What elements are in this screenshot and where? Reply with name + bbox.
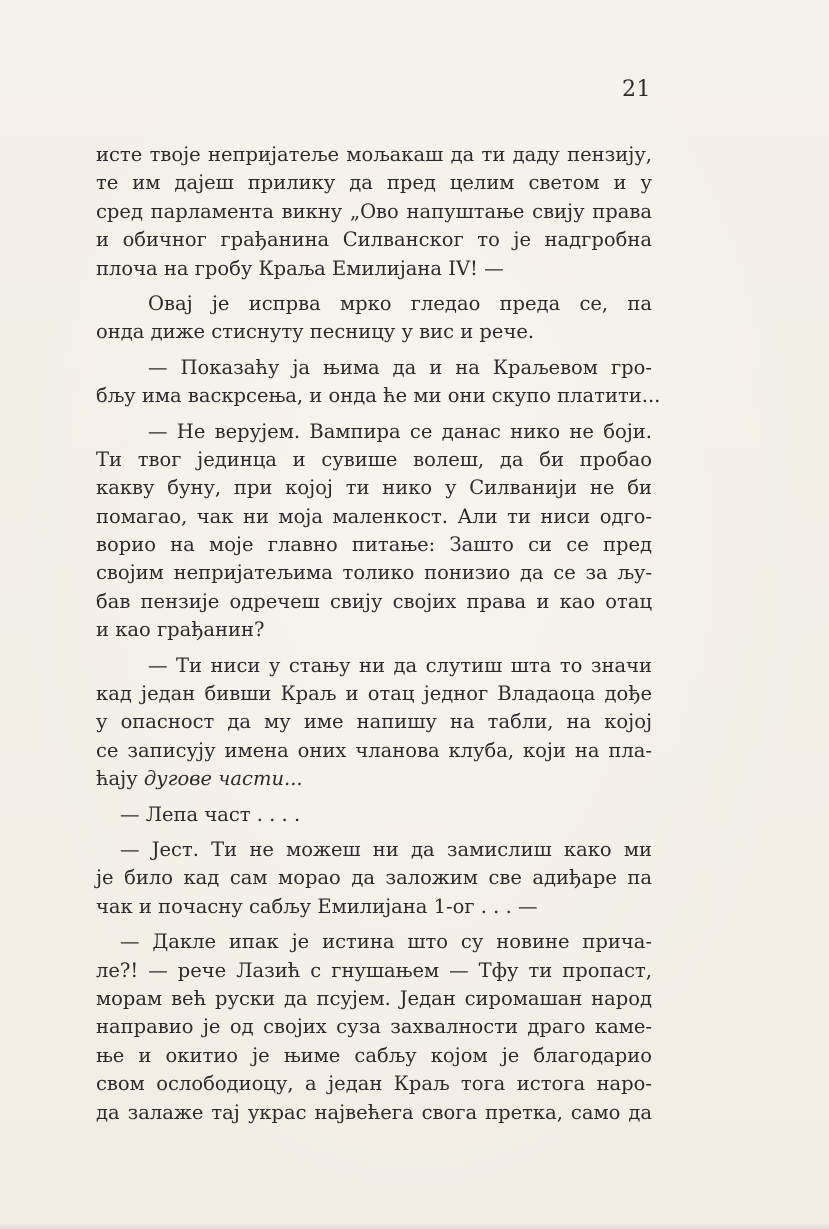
paragraph xyxy=(96,836,652,921)
text-line: ле?! — рече Лазић с гнушањем — Тфу ти пропаст, xyxy=(96,958,652,982)
text-line: — Јест. Ти не можеш ни да замислиш како ми xyxy=(120,837,652,861)
text-line: бљу има васкрсења, и онда ће ми они скупо платити... xyxy=(96,384,661,408)
text-line: својим непријатељима толико понизио да се за љу- xyxy=(96,561,652,585)
text-line: Овај је испрва мрко гледао преда се, па xyxy=(148,291,652,315)
text-line: какву буну, при којој ти нико у Силванији не би xyxy=(96,476,652,500)
paragraph xyxy=(96,652,652,794)
paragraph xyxy=(96,290,652,347)
text-line: — Не верујем. Вампира се данас нико не боји. xyxy=(148,419,652,443)
text-line: — Показаћу ја њима да и на Краљевом гро- xyxy=(148,355,652,379)
text-line: ње и окитио је њиме сабљу којом је благодарио xyxy=(96,1043,652,1067)
text-line: бав пензије одречеш свију својих права и као отац xyxy=(96,589,652,613)
italic-phrase: дугове части... xyxy=(143,767,303,791)
text-line: се записују имена оних чланова клуба, који на пла- xyxy=(96,738,652,762)
text-line xyxy=(96,765,652,793)
paragraph xyxy=(96,141,652,283)
text-line: је било кад сам морао да заложим све адиђаре па xyxy=(96,866,652,890)
paragraph xyxy=(96,418,652,645)
text-line: — Дакле ипак је истина што су новине прича- xyxy=(120,930,652,954)
text-line: плоча на гробу Краља Емилијана IV! — xyxy=(96,256,504,280)
text-line: — Лепа част . . . . xyxy=(120,802,301,826)
text-line: направио је од својих суза захвалности драго каме- xyxy=(96,1015,652,1039)
text-line: помагао, чак ни моја маленкост. Али ти ниси одго- xyxy=(96,504,652,528)
paragraph xyxy=(96,801,652,829)
text-line: Ти твог јединца и сувише волеш, да би пробао xyxy=(96,447,652,471)
text-line: свом ослободиоцу, а један Краљ тога истога наро- xyxy=(96,1072,652,1096)
text-line: и обичног грађанина Силванског то је надгробна xyxy=(96,228,652,252)
text-line: кад један бивши Краљ и отац једног Владаоца дође xyxy=(96,682,652,706)
text-line: у опасност да му име напишу на табли, на којој xyxy=(96,710,652,734)
paragraph xyxy=(96,354,661,411)
text-line: онда диже стиснуту песницу у вис и рече. xyxy=(96,320,535,344)
scan-edge-shadow xyxy=(0,1223,829,1229)
text-span: ћају xyxy=(96,767,138,791)
page-number: 21 xyxy=(622,77,651,102)
text-line: да залаже тај украс највећега свога претка, само да xyxy=(96,1100,652,1124)
text-line: — Ти ниси у стању ни да слутиш шта то значи xyxy=(148,653,652,677)
text-line: и као грађанин? xyxy=(96,618,265,642)
text-line: сред парламента викну „Ово напуштање свију права xyxy=(96,199,652,223)
text-line: ворио на моје главно питање: Зашто си се пред xyxy=(96,533,652,557)
body-text xyxy=(96,141,661,1127)
text-line: те им дајеш прилику да пред целим светом и у xyxy=(96,171,652,195)
text-line: исте твоје непријатеље мољакаш да ти даду пензију, xyxy=(96,143,652,166)
text-line: морам већ руски да псујем. Један сиромашан народ xyxy=(96,986,652,1010)
text-line: чак и почасну сабљу Емилијана 1-ог . . . — xyxy=(96,894,538,918)
paragraph xyxy=(96,928,652,1127)
